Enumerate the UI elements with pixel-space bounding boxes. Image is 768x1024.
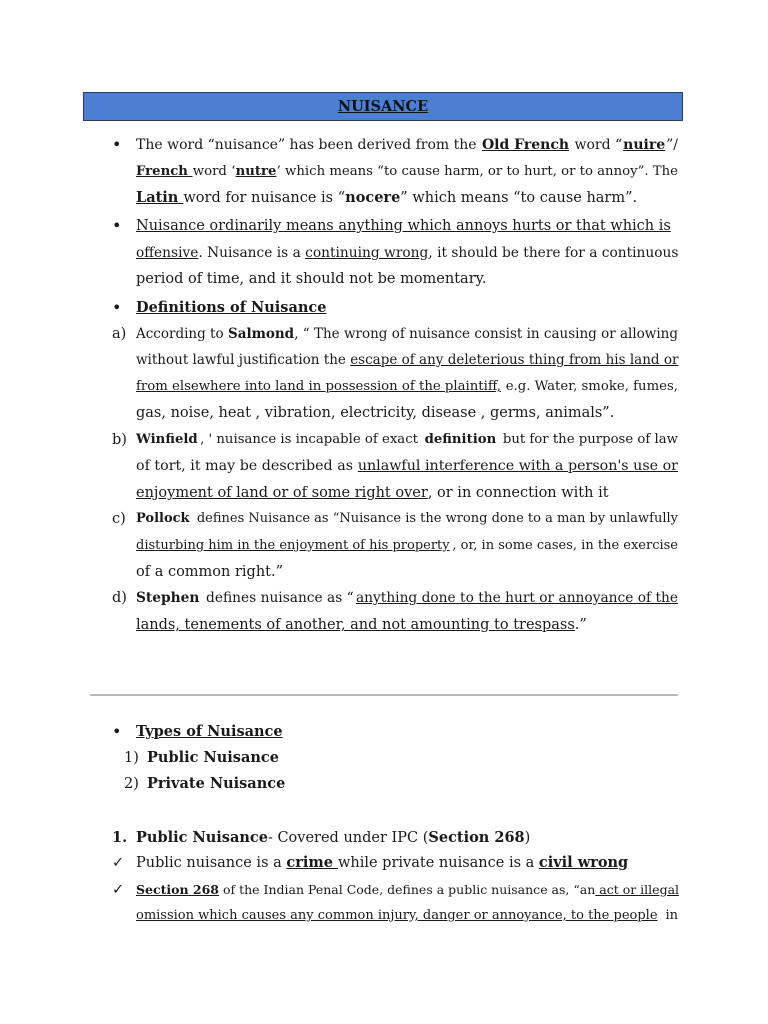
- term-section-268: Section 268: [136, 882, 219, 897]
- def-b-line-1: [136, 430, 678, 450]
- underlined-phrase: act or illegal: [595, 882, 680, 897]
- bullet-marker: •: [112, 722, 122, 741]
- types-heading: [136, 722, 678, 742]
- text-run: ”/: [666, 137, 678, 153]
- bullet-marker: •: [112, 216, 122, 235]
- text-run: ” which means “to cause harm”.: [400, 190, 638, 206]
- underlined-phrase: lands, tenements of another, and not amounting to trespass: [136, 617, 575, 633]
- text-run: of a common right.”: [136, 564, 284, 580]
- underlined-phrase: unlawful interference with a person's use or: [357, 458, 678, 474]
- meaning-line-2: [136, 243, 678, 263]
- term-old-french: Old French: [481, 137, 570, 153]
- term-nutre: nutre: [235, 164, 277, 179]
- public-point-2-line-1: [136, 880, 678, 900]
- meaning-line-3: [136, 269, 678, 289]
- def-d-line-1: [136, 588, 678, 608]
- underlined-phrase: omission which causes any common injury, danger or annoyance, to the people: [136, 908, 658, 923]
- section-heading: Definitions of Nuisance: [136, 299, 327, 316]
- underlined-phrase: from elsewhere into land in possession of the plaintiff,: [136, 379, 502, 394]
- text-run: ’ which means “to cause harm, or to hurt, or to annoy”. The: [276, 164, 678, 179]
- author-pollock: Pollock: [136, 511, 190, 526]
- text-run: defines Nuisance as “Nuisance is the wrong done to a man by unlawfully: [192, 511, 678, 526]
- term-french: French: [136, 164, 193, 179]
- page-divider: [90, 694, 678, 696]
- type-item: [147, 748, 689, 768]
- text-run: Nuisance ordinarily means anything which annoys hurts or that which is: [136, 218, 671, 234]
- term-nocere: nocere: [345, 189, 401, 206]
- section-heading: Types of Nuisance: [136, 723, 283, 740]
- author-salmond: Salmond: [227, 326, 295, 342]
- text-run: Public Nuisance: [136, 829, 268, 846]
- text-run: , it should be there for a continuous: [428, 245, 679, 261]
- author-stephen: Stephen: [136, 590, 200, 606]
- text-run: without lawful justification the: [136, 352, 351, 368]
- etymology-line-2: [136, 162, 678, 182]
- list-marker-a: a): [112, 326, 127, 342]
- etymology-line-1: [136, 135, 678, 155]
- def-a-line-1: [136, 324, 678, 344]
- text-run: but for the purpose of law: [498, 432, 678, 447]
- list-marker-b: b): [112, 432, 127, 448]
- text-run: e.g. Water, smoke, fumes,: [501, 379, 678, 394]
- text-run: word “: [570, 137, 623, 153]
- text-run: while private nuisance is a: [337, 855, 539, 871]
- meaning-line-1: [136, 216, 678, 236]
- text-run: , or in connection with it: [427, 485, 609, 501]
- term-crime: crime: [286, 854, 338, 871]
- term-definition: definition: [424, 432, 497, 447]
- text-run: word ‘: [192, 164, 236, 179]
- text-run: , “ The wrong of nuisance consist in causing or allowing: [294, 326, 678, 342]
- text-run: of the Indian Penal Code, defines a public nuisance as, “an: [218, 882, 596, 897]
- text-run: Public nuisance is a: [136, 855, 287, 871]
- text-run: The word “nuisance” has been derived from the: [136, 137, 481, 153]
- public-point-2-line-2: [136, 906, 678, 926]
- underlined-phrase: anything done to the hurt or annoyance of the: [355, 590, 678, 606]
- definitions-heading: [136, 298, 678, 318]
- text-run: period of time, and it should not be momentary.: [136, 271, 487, 287]
- def-a-line-3: [136, 377, 678, 397]
- text-run: According to: [136, 326, 228, 342]
- def-c-line-1: [136, 509, 678, 529]
- list-marker-c: c): [112, 511, 126, 527]
- bullet-marker: •: [112, 135, 122, 154]
- public-point-1: [136, 853, 678, 873]
- list-marker-d: d): [112, 590, 127, 606]
- type-label: Public Nuisance: [147, 749, 279, 766]
- def-b-line-2: [136, 456, 678, 476]
- def-b-line-3: [136, 483, 678, 503]
- text-run: of tort, it may be described as: [136, 458, 358, 474]
- page-title: NUISANCE: [337, 98, 429, 115]
- author-winfield: Winfield: [136, 432, 198, 447]
- text-run: defines nuisance as “: [201, 590, 354, 606]
- term-latin: Latin: [136, 189, 184, 206]
- type-item: [147, 774, 689, 794]
- term-offensive: offensive: [136, 245, 199, 261]
- text-run: Section 268: [428, 829, 525, 846]
- text-run: , ' nuisance is incapable of exact: [200, 432, 423, 447]
- text-run: . Nuisance is a: [198, 245, 306, 261]
- etymology-line-3: [136, 188, 678, 208]
- def-a-line-2: [136, 350, 678, 370]
- list-marker-2: 2): [124, 776, 139, 792]
- term-continuing-wrong: continuing wrong: [305, 245, 429, 261]
- def-c-line-2: [136, 536, 678, 556]
- text-run: .”: [574, 617, 587, 633]
- underlined-phrase: disturbing him in the enjoyment of his property: [136, 538, 450, 553]
- def-c-line-3: [136, 562, 678, 582]
- term-civil-wrong: civil wrong: [538, 854, 629, 871]
- text-run: , or, in some cases, in the exercise: [452, 538, 678, 553]
- underlined-phrase: escape of any deleterious thing from his land or: [350, 352, 679, 368]
- def-d-line-2: [136, 615, 678, 635]
- title-banner: [83, 92, 683, 121]
- bullet-marker: •: [112, 298, 122, 317]
- public-nuisance-heading: [136, 828, 678, 848]
- checkmark-icon: ✓: [112, 882, 125, 898]
- text-run: ): [524, 830, 531, 846]
- text-run: word for nuisance is “: [183, 190, 346, 206]
- text-run: - Covered under IPC (: [267, 830, 429, 846]
- type-label: Private Nuisance: [147, 775, 286, 792]
- def-a-line-4: [136, 403, 678, 423]
- list-marker-1: 1): [124, 750, 139, 766]
- text-run: gas, noise, heat , vibration, electricity, disease , germs, animals”.: [136, 405, 615, 421]
- term-nuire: nuire: [623, 137, 666, 153]
- checkmark-icon: ✓: [112, 855, 125, 871]
- underlined-phrase: enjoyment of land or of some right over: [136, 485, 428, 501]
- section-number: 1.: [112, 829, 128, 846]
- text-run: in: [661, 908, 678, 923]
